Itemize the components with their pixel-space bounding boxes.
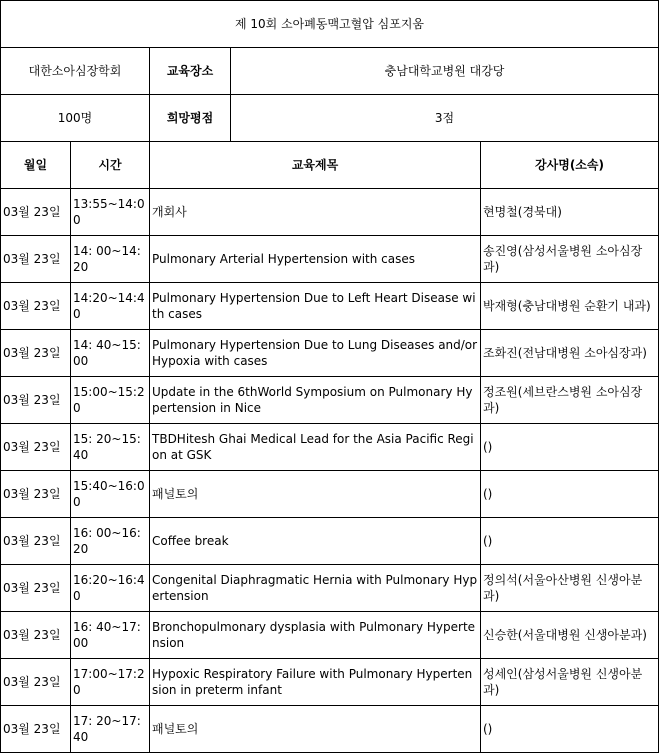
header-topic: 교육제목 [150, 142, 481, 189]
row-speaker: 현명철(경북대) [481, 189, 659, 236]
table-row [1, 565, 659, 612]
row-topic: Coffee break [150, 518, 481, 565]
row-date: 03월 23일 [1, 189, 71, 236]
table-row [1, 330, 659, 377]
row-date: 03월 23일 [1, 377, 71, 424]
table-row [1, 706, 659, 753]
header-date: 월일 [1, 142, 71, 189]
row-date: 03월 23일 [1, 706, 71, 753]
table-row [1, 283, 659, 330]
row-topic: Update in the 6thWorld Symposium on Pulmonary Hypertension in Nice [150, 377, 481, 424]
row-date: 03월 23일 [1, 330, 71, 377]
table-row [1, 424, 659, 471]
row-date: 03월 23일 [1, 565, 71, 612]
row-topic: Hypoxic Respiratory Failure with Pulmonary Hypertension in preterm infant [150, 659, 481, 706]
row-speaker: 박재형(충남대병원 순환기 내과) [481, 283, 659, 330]
row-date: 03월 23일 [1, 659, 71, 706]
row-topic: Bronchopulmonary dysplasia with Pulmonary Hypertension [150, 612, 481, 659]
organizer-cell: 대한소아심장학회 [1, 48, 150, 95]
row-time: 15: 20~15: 40 [71, 424, 150, 471]
row-time: 13:55~14:00 [71, 189, 150, 236]
row-speaker: 정의석(서울아산병원 신생아분과) [481, 565, 659, 612]
row-date: 03월 23일 [1, 283, 71, 330]
row-topic: TBDHitesh Ghai Medical Lead for the Asia Pacific Region at GSK [150, 424, 481, 471]
score-label: 희망평점 [150, 95, 231, 142]
row-topic: 패널토의 [150, 706, 481, 753]
row-time: 16:20~16:40 [71, 565, 150, 612]
row-speaker: 신승한(서울대병원 신생아분과) [481, 612, 659, 659]
row-topic: 개회사 [150, 189, 481, 236]
header-row [1, 142, 659, 189]
row-speaker: () [481, 706, 659, 753]
venue-label: 교육장소 [150, 48, 231, 95]
score-value: 3점 [231, 95, 659, 142]
row-time: 15:00~15:20 [71, 377, 150, 424]
title-row [1, 1, 659, 48]
row-time: 16: 40~17: 00 [71, 612, 150, 659]
table-row [1, 659, 659, 706]
table-row [1, 236, 659, 283]
row-speaker: () [481, 424, 659, 471]
row-speaker: () [481, 518, 659, 565]
row-date: 03월 23일 [1, 471, 71, 518]
row-speaker: 성세인(삼성서울병원 신생아분과) [481, 659, 659, 706]
row-date: 03월 23일 [1, 612, 71, 659]
row-time: 17: 20~17: 40 [71, 706, 150, 753]
header-speaker: 강사명(소속) [481, 142, 659, 189]
symposium-title: 제 10회 소아폐동맥고혈압 심포지움 [1, 1, 659, 48]
table-row [1, 612, 659, 659]
row-time: 15:40~16:00 [71, 471, 150, 518]
row-topic: Pulmonary Hypertension Due to Left Heart Disease with cases [150, 283, 481, 330]
row-time: 14: 00~14: 20 [71, 236, 150, 283]
row-speaker: 송진영(삼성서울병원 소아심장과) [481, 236, 659, 283]
row-date: 03월 23일 [1, 518, 71, 565]
venue-value: 충남대학교병원 대강당 [231, 48, 659, 95]
row-date: 03월 23일 [1, 424, 71, 471]
table-row [1, 471, 659, 518]
row-topic: 패널토의 [150, 471, 481, 518]
capacity-cell: 100명 [1, 95, 150, 142]
row-topic: Pulmonary Hypertension Due to Lung Diseases and/or Hypoxia with cases [150, 330, 481, 377]
row-speaker: () [481, 471, 659, 518]
table-row [1, 189, 659, 236]
row-topic: Congenital Diaphragmatic Hernia with Pulmonary Hypertension [150, 565, 481, 612]
info-row-venue [1, 48, 659, 95]
row-time: 16: 00~16: 20 [71, 518, 150, 565]
row-date: 03월 23일 [1, 236, 71, 283]
row-time: 17:00~17:20 [71, 659, 150, 706]
table-row [1, 518, 659, 565]
row-time: 14: 40~15: 00 [71, 330, 150, 377]
row-time: 14:20~14:40 [71, 283, 150, 330]
header-time: 시간 [71, 142, 150, 189]
table-row [1, 377, 659, 424]
row-speaker: 조화진(전남대병원 소아심장과) [481, 330, 659, 377]
info-row-score [1, 95, 659, 142]
row-speaker: 정조원(세브란스병원 소아심장과) [481, 377, 659, 424]
row-topic: Pulmonary Arterial Hypertension with cases [150, 236, 481, 283]
